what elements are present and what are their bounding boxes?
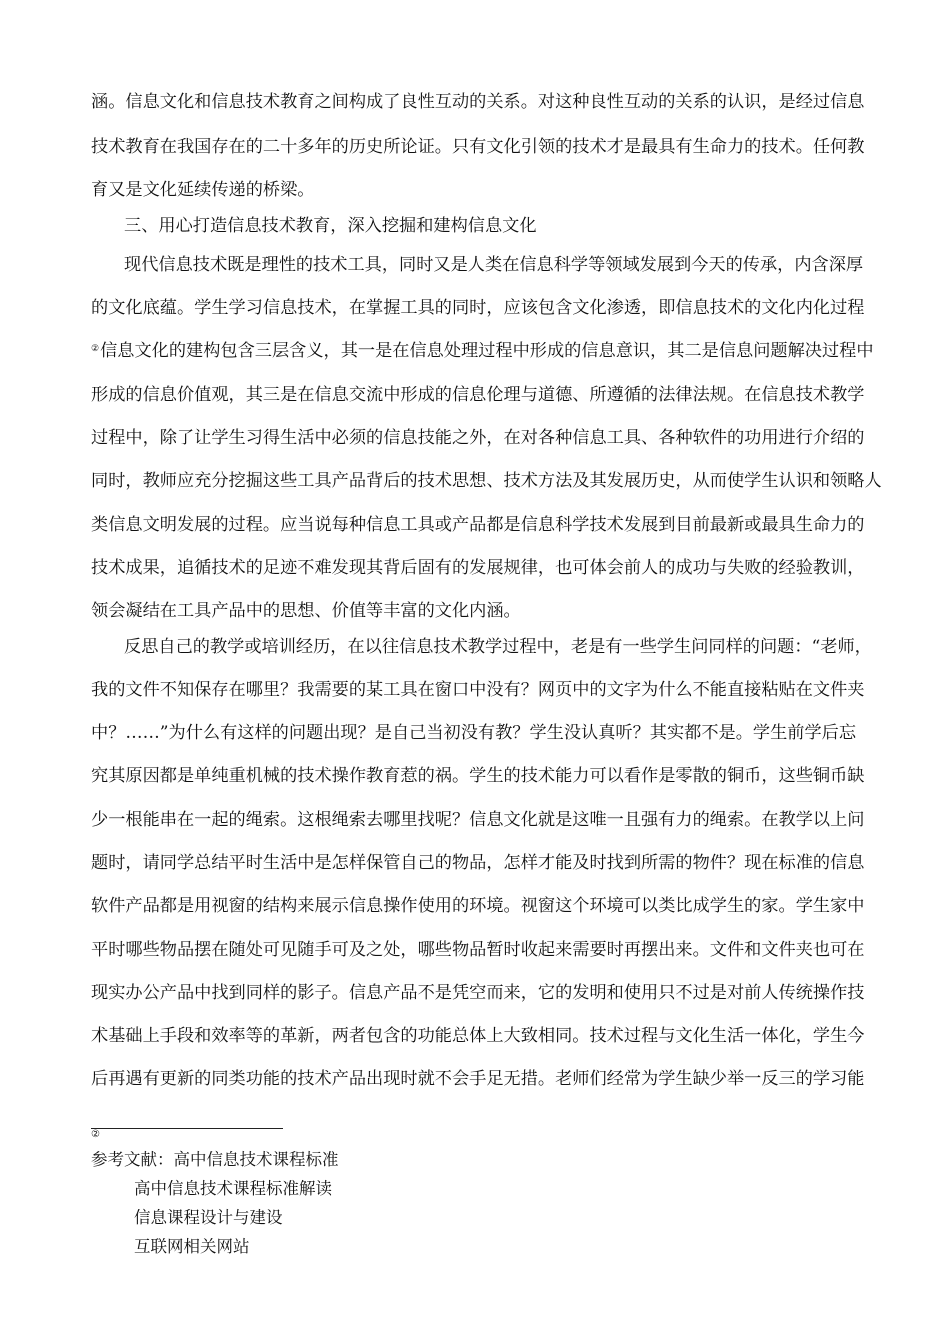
- body-line: 形成的信息价值观，其三是在信息交流中形成的信息伦理与道德、所遵循的法律法规。在信息技术教学: [91, 385, 865, 405]
- body-line: 平时哪些物品摆在随处可见随手可及之处，哪些物品暂时收起来需要时再摆出来。文件和文件夹也可在: [91, 940, 865, 960]
- body-line: 少一根能串在一起的绳索。这根绳索去哪里找呢？信息文化就是这唯一且强有力的绳索。在教学以上问: [91, 810, 865, 830]
- reference-item: 高中信息技术课程标准解读: [134, 1179, 332, 1198]
- reference-item: 信息课程设计与建设: [134, 1208, 283, 1227]
- body-line: 究其原因都是单纯重机械的技术操作教育惹的祸。学生的技术能力可以看作是零散的铜币，这些铜币缺: [91, 766, 865, 786]
- body-line: 我的文件不知保存在哪里？我需要的某工具在窗口中没有？网页中的文字为什么不能直接粘贴在文件夹: [91, 680, 865, 700]
- body-line: 现代信息技术既是理性的技术工具，同时又是人类在信息科学等领域发展到今天的传承，内含深厚: [124, 255, 864, 275]
- body-line: 育又是文化延续传递的桥梁。: [91, 180, 315, 200]
- body-line: 涵。信息文化和信息技术教育之间构成了良性互动的关系。对这种良性互动的关系的认识，是经过信息: [91, 92, 865, 112]
- body-line: 后再遇有更新的同类功能的技术产品出现时就不会手足无措。老师们经常为学生缺少举一反三的学习能: [91, 1069, 865, 1089]
- footnote-marker: ②: [91, 1129, 100, 1140]
- body-line: 术基础上手段和效率等的革新，两者包含的功能总体上大致相同。技术过程与文化生活一体化，学生今: [91, 1026, 865, 1046]
- body-line: 类信息文明发展的过程。应当说每种信息工具或产品都是信息科学技术发展到目前最新或最具生命力的: [91, 515, 865, 535]
- body-line: 反思自己的教学或培训经历，在以往信息技术教学过程中，老是有一些学生问同样的问题：“老师，: [124, 637, 872, 657]
- body-line: 中？……”为什么有这样的问题出现？是自己当初没有教？学生没认真听？其实都不是。学生前学后忘: [91, 723, 857, 743]
- body-line: [91, 341, 874, 361]
- footnote-separator: [91, 1128, 283, 1129]
- body-line: 同时，教师应充分挖掘这些工具产品背后的技术思想、技术方法及其发展历史，从而使学生认识和领略人: [91, 471, 882, 491]
- reference-item: 互联网相关网站: [134, 1237, 250, 1256]
- references-label: 参考文献：高中信息技术课程标准: [91, 1150, 339, 1169]
- body-line: 软件产品都是用视窗的结构来展示信息操作使用的环境。视窗这个环境可以类比成学生的家。学生家中: [91, 896, 865, 916]
- body-line: 过程中，除了让学生习得生活中必须的信息技能之外，在对各种信息工具、各种软件的功用进行介绍的: [91, 428, 865, 448]
- body-line: 领会凝结在工具产品中的思想、价值等丰富的文化内涵。: [91, 601, 521, 621]
- body-line: 技术成果，追循技术的足迹不难发现其背后固有的发展规律，也可体会前人的成功与失败的经验教训，: [91, 558, 865, 578]
- body-line: 技术教育在我国存在的二十多年的历史所论证。只有文化引领的技术才是最具有生命力的技术。任何教: [91, 137, 865, 157]
- footnote-ref: ②: [91, 344, 100, 354]
- body-line: 现实办公产品中找到同样的影子。信息产品不是凭空而来，它的发明和使用只不过是对前人传统操作技: [91, 983, 865, 1003]
- body-line: 题时，请同学总结平时生活中是怎样保管自己的物品，怎样才能及时找到所需的物件？现在标准的信息: [91, 853, 865, 873]
- body-line-text: 信息文化的建构包含三层含义，其一是在信息处理过程中形成的信息意识，其二是信息问题解决过程中: [100, 341, 874, 361]
- body-line: 的文化底蕴。学生学习信息技术，在掌握工具的同时，应该包含文化渗透，即信息技术的文化内化过程: [91, 298, 865, 318]
- section-heading: 三、用心打造信息技术教育，深入挖掘和建构信息文化: [124, 216, 537, 236]
